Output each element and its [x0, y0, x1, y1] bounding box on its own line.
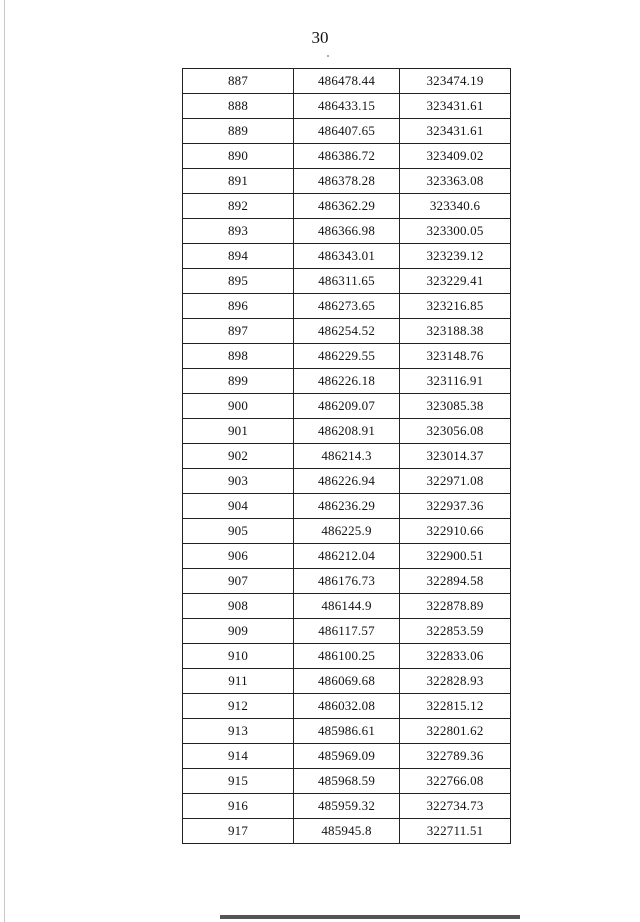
table-row [183, 669, 511, 694]
y-coordinate-cell: 323363.08 [400, 169, 511, 194]
table-row [183, 544, 511, 569]
x-coordinate-cell: 486212.04 [294, 544, 400, 569]
table-row [183, 594, 511, 619]
point-number-cell: 916 [183, 794, 294, 819]
x-coordinate-cell: 486229.55 [294, 344, 400, 369]
point-number-cell: 911 [183, 669, 294, 694]
y-coordinate-cell: 322801.62 [400, 719, 511, 744]
x-coordinate-cell: 486366.98 [294, 219, 400, 244]
y-coordinate-cell: 322910.66 [400, 519, 511, 544]
point-number-cell: 887 [183, 69, 294, 94]
point-number-cell: 907 [183, 569, 294, 594]
scan-speck [327, 55, 329, 57]
x-coordinate-cell: 485986.61 [294, 719, 400, 744]
y-coordinate-cell: 323409.02 [400, 144, 511, 169]
y-coordinate-cell: 322894.58 [400, 569, 511, 594]
table-row [183, 694, 511, 719]
table-row [183, 219, 511, 244]
point-number-cell: 898 [183, 344, 294, 369]
scan-edge-line [4, 0, 5, 922]
point-number-cell: 905 [183, 519, 294, 544]
table-row [183, 94, 511, 119]
point-number-cell: 896 [183, 294, 294, 319]
x-coordinate-cell: 485968.59 [294, 769, 400, 794]
point-number-cell: 900 [183, 394, 294, 419]
y-coordinate-cell: 323431.61 [400, 94, 511, 119]
x-coordinate-cell: 486226.94 [294, 469, 400, 494]
point-number-cell: 901 [183, 419, 294, 444]
x-coordinate-cell: 486254.52 [294, 319, 400, 344]
y-coordinate-cell: 323431.61 [400, 119, 511, 144]
table-row [183, 344, 511, 369]
x-coordinate-cell: 486214.3 [294, 444, 400, 469]
point-number-cell: 889 [183, 119, 294, 144]
table-row [183, 244, 511, 269]
y-coordinate-cell: 323148.76 [400, 344, 511, 369]
x-coordinate-cell: 486208.91 [294, 419, 400, 444]
point-number-cell: 895 [183, 269, 294, 294]
table-row [183, 69, 511, 94]
table-row [183, 469, 511, 494]
x-coordinate-cell: 486386.72 [294, 144, 400, 169]
x-coordinate-cell: 486433.15 [294, 94, 400, 119]
table-row [183, 644, 511, 669]
y-coordinate-cell: 323300.05 [400, 219, 511, 244]
table-row [183, 719, 511, 744]
x-coordinate-cell: 486069.68 [294, 669, 400, 694]
table-row [183, 144, 511, 169]
point-number-cell: 904 [183, 494, 294, 519]
x-coordinate-cell: 486225.9 [294, 519, 400, 544]
coordinates-table-body [183, 69, 511, 844]
point-number-cell: 902 [183, 444, 294, 469]
table-row [183, 619, 511, 644]
scan-bottom-edge [220, 915, 520, 919]
y-coordinate-cell: 323085.38 [400, 394, 511, 419]
y-coordinate-cell: 323116.91 [400, 369, 511, 394]
point-number-cell: 917 [183, 819, 294, 844]
table-row [183, 294, 511, 319]
point-number-cell: 915 [183, 769, 294, 794]
y-coordinate-cell: 322789.36 [400, 744, 511, 769]
point-number-cell: 912 [183, 694, 294, 719]
table-row [183, 369, 511, 394]
x-coordinate-cell: 486100.25 [294, 644, 400, 669]
y-coordinate-cell: 322766.08 [400, 769, 511, 794]
y-coordinate-cell: 322833.06 [400, 644, 511, 669]
point-number-cell: 894 [183, 244, 294, 269]
y-coordinate-cell: 323474.19 [400, 69, 511, 94]
point-number-cell: 899 [183, 369, 294, 394]
table-row [183, 819, 511, 844]
y-coordinate-cell: 323188.38 [400, 319, 511, 344]
x-coordinate-cell: 486236.29 [294, 494, 400, 519]
y-coordinate-cell: 323229.41 [400, 269, 511, 294]
table-row [183, 394, 511, 419]
y-coordinate-cell: 322878.89 [400, 594, 511, 619]
y-coordinate-cell: 322971.08 [400, 469, 511, 494]
x-coordinate-cell: 486407.65 [294, 119, 400, 144]
point-number-cell: 908 [183, 594, 294, 619]
x-coordinate-cell: 485969.09 [294, 744, 400, 769]
table-row [183, 569, 511, 594]
x-coordinate-cell: 486209.07 [294, 394, 400, 419]
x-coordinate-cell: 486343.01 [294, 244, 400, 269]
table-row [183, 794, 511, 819]
table-row [183, 769, 511, 794]
point-number-cell: 892 [183, 194, 294, 219]
table-row [183, 519, 511, 544]
table-row [183, 119, 511, 144]
table-row [183, 169, 511, 194]
point-number-cell: 897 [183, 319, 294, 344]
x-coordinate-cell: 486226.18 [294, 369, 400, 394]
x-coordinate-cell: 486144.9 [294, 594, 400, 619]
table-row [183, 444, 511, 469]
page-number: 30 [311, 28, 329, 47]
table-row [183, 319, 511, 344]
table-row [183, 494, 511, 519]
x-coordinate-cell: 486478.44 [294, 69, 400, 94]
y-coordinate-cell: 323239.12 [400, 244, 511, 269]
table-row [183, 269, 511, 294]
x-coordinate-cell: 486378.28 [294, 169, 400, 194]
point-number-cell: 891 [183, 169, 294, 194]
point-number-cell: 893 [183, 219, 294, 244]
coordinates-table [182, 68, 511, 844]
x-coordinate-cell: 486032.08 [294, 694, 400, 719]
point-number-cell: 914 [183, 744, 294, 769]
table-row [183, 419, 511, 444]
point-number-cell: 909 [183, 619, 294, 644]
y-coordinate-cell: 322853.59 [400, 619, 511, 644]
x-coordinate-cell: 486362.29 [294, 194, 400, 219]
y-coordinate-cell: 323014.37 [400, 444, 511, 469]
y-coordinate-cell: 322815.12 [400, 694, 511, 719]
x-coordinate-cell: 485959.32 [294, 794, 400, 819]
y-coordinate-cell: 322828.93 [400, 669, 511, 694]
point-number-cell: 910 [183, 644, 294, 669]
y-coordinate-cell: 323056.08 [400, 419, 511, 444]
x-coordinate-cell: 486117.57 [294, 619, 400, 644]
x-coordinate-cell: 486311.65 [294, 269, 400, 294]
x-coordinate-cell: 486273.65 [294, 294, 400, 319]
point-number-cell: 888 [183, 94, 294, 119]
point-number-cell: 913 [183, 719, 294, 744]
y-coordinate-cell: 323216.85 [400, 294, 511, 319]
y-coordinate-cell: 322711.51 [400, 819, 511, 844]
y-coordinate-cell: 322900.51 [400, 544, 511, 569]
point-number-cell: 906 [183, 544, 294, 569]
x-coordinate-cell: 485945.8 [294, 819, 400, 844]
table-row [183, 744, 511, 769]
y-coordinate-cell: 322937.36 [400, 494, 511, 519]
y-coordinate-cell: 323340.6 [400, 194, 511, 219]
x-coordinate-cell: 486176.73 [294, 569, 400, 594]
table-row [183, 194, 511, 219]
point-number-cell: 890 [183, 144, 294, 169]
point-number-cell: 903 [183, 469, 294, 494]
y-coordinate-cell: 322734.73 [400, 794, 511, 819]
